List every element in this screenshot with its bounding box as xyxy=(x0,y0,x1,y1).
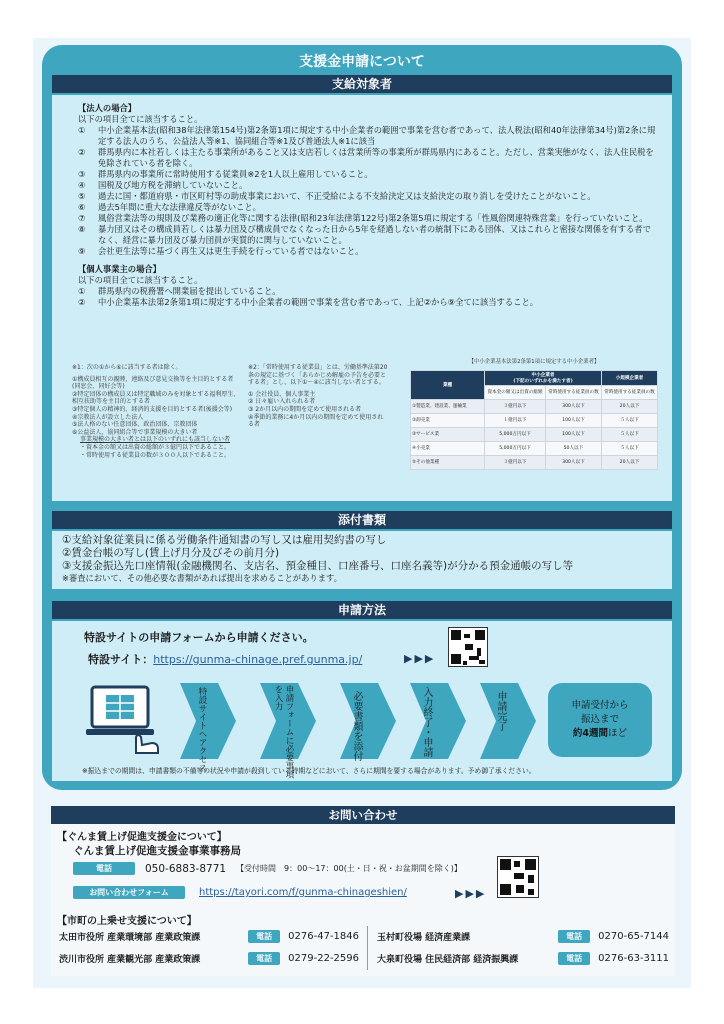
form-row xyxy=(73,886,407,899)
site-line: 特設サイト：https://gunma-chinage.pref.gunma.jp/ xyxy=(88,653,363,666)
th-small: 小規模企業者 xyxy=(601,370,657,385)
table-cell: ④小売業 xyxy=(411,441,485,455)
step-3-label: 必要書類を添付 xyxy=(351,691,362,761)
application-note: ※振込までの期間は、申請書類の不備等の状況や申請が殺到している時期などにおいて、さらに期間を要する場合があります。予め御了承ください。 xyxy=(82,767,536,775)
document-item: ②賃金台帳の写し(賃上げ月分及びその前月分) xyxy=(62,547,280,559)
municipal-phone[interactable]: 0270-65-7144 xyxy=(598,931,669,942)
note1-line: ⑤法人格のない任意団体、政治団体、宗教団体 xyxy=(72,421,198,429)
table-cell: ３億円以下 xyxy=(485,399,546,413)
note1-line: ※1：次の①から⑥に該当する者は除く。 xyxy=(72,364,182,371)
note-regular-employees xyxy=(248,364,388,429)
phone-tag: 電話 xyxy=(73,862,135,875)
turnaround-badge: 申請受付から 振込まで 約4週間ほど xyxy=(548,683,652,757)
table-cell: 5,000万円以下 xyxy=(485,441,546,455)
eligibility-panel xyxy=(52,95,672,501)
phone-tag: 電話 xyxy=(248,952,280,965)
office-name: ぐんま賃上げ促進支援金事業事務局 xyxy=(73,845,241,857)
note1-line: ⑥公益法人、協同組合等で事業規模の大きい者 xyxy=(72,428,198,436)
municipal-contact xyxy=(377,930,669,943)
corp-requirement-item: ⑦ 風俗営業法等の規則及び業務の適正化等に関する法律(昭和23年法律第122号)第2条第5項に規定する「性風俗関連特殊営業」を行っていないこと。 xyxy=(78,213,648,223)
table-cell: 300人以下 xyxy=(545,399,601,413)
document-item: ①支給対象従業員に係る労働条件通知書の写し又は雇用契約書の写し xyxy=(62,534,387,546)
note1-line: ④宗教法人が設立した法人 xyxy=(72,413,144,421)
document-item: ③支援金振込先口座情報(金融機関名、支店名、預金種目、口座番号、口座名義等)が分かる預金通帳の写し等 xyxy=(62,560,574,572)
municipal-phone[interactable]: 0276-63-3111 xyxy=(598,953,669,964)
contact-header: お問い合わせ xyxy=(51,806,675,824)
table-cell: ５人以下 xyxy=(601,441,657,455)
documents-note: ※審査において、その他必要な書類があれば提出を求めることがあります。 xyxy=(62,573,342,583)
note2-line: ③ 2か月以内の期間を定めて使用される者 xyxy=(248,405,362,413)
corp-heading: 【法人の場合】 xyxy=(78,103,137,113)
note2-line: ② 日々雇い入れられる者 xyxy=(248,398,316,406)
step-2-label: 申請フォームに必要事項を入力 xyxy=(273,685,294,779)
corp-requirement-item: ⑨ 会社更生法等に基づく再生又は更生手続を行っている者ではないこと。 xyxy=(78,246,364,256)
step-4-label: 入力終了・申請 xyxy=(421,687,432,757)
note1-line: ・常時使用する従業員の数が３００人以下であること。 xyxy=(80,451,231,459)
phone-tag: 電話 xyxy=(558,930,590,943)
step-4-chevron xyxy=(408,681,468,761)
table-row xyxy=(411,399,658,413)
contact-sub2: 【市町の上乗せ支援について】 xyxy=(57,916,197,927)
application-lead: 特設サイトの申請フォームから申請ください。 xyxy=(84,631,314,644)
sme-table xyxy=(410,370,658,470)
step-5-chevron xyxy=(478,681,538,761)
note1-line: ②特定団体の構成員又は特定職域のみを対象とする福利厚生、相互扶助等を主目的とする者 xyxy=(72,390,240,406)
th-industry: 業種 xyxy=(411,370,485,399)
qr-code-site[interactable] xyxy=(448,627,488,667)
corp-requirement-item: ② 群馬県内に本社若しくは主たる事業所があること又は支店若しくは営業所等の事業所が群馬県内にあること。ただし、営業実態がなく、法人住民税を免除されている者を除く。 xyxy=(78,147,654,168)
contact-sub1: 【ぐんま賃上げ促進支援金について】 xyxy=(57,832,227,843)
divider xyxy=(367,926,368,970)
note1-line: ①構成員相互の親睦、連絡及び意見交換等を主目的とする者(同窓会、同好会等) xyxy=(72,375,234,391)
step-1-chevron xyxy=(178,681,238,761)
municipal-name: 太田市役所 産業環境部 産業政策課 xyxy=(59,933,201,943)
sole-requirements-list xyxy=(78,286,656,308)
table-cell: 20人以下 xyxy=(601,455,657,469)
step-5-label: 申請完了 xyxy=(495,691,506,731)
page-title: 支援金申請について xyxy=(299,54,425,70)
municipal-name: 渋川市役所 産業観光部 産業政策課 xyxy=(59,955,201,965)
step-1-label: 特設サイトへアクセス xyxy=(197,687,207,772)
corp-requirement-item: ④ 国税及び地方税を滞納していないこと。 xyxy=(78,180,248,190)
municipal-contact xyxy=(59,952,359,965)
contact-section xyxy=(51,806,675,976)
documents-panel xyxy=(52,531,672,589)
table-cell: 50人以下 xyxy=(545,441,601,455)
note-excluded-entities xyxy=(72,364,240,459)
step-3-chevron xyxy=(338,681,398,761)
table-cell: ③サービス業 xyxy=(411,427,485,441)
sole-requirement-item: ① 群馬県内の税務署へ開業届を提出していること。 xyxy=(78,286,281,296)
office-hours: 【受付時間 9：00～17：00(土・日・祝・お盆期間を除く)】 xyxy=(236,864,462,873)
site-link[interactable]: https://gunma-chinage.pref.gunma.jp/ xyxy=(153,653,363,666)
table-cell: 5,000万円以下 xyxy=(485,427,546,441)
phone-tag: 電話 xyxy=(558,952,590,965)
table-cell: ３億円以下 xyxy=(485,455,546,469)
corp-requirements-list xyxy=(78,125,656,257)
th-sme: 中小企業者 (下記のいずれかを満たす者) xyxy=(485,370,602,385)
municipal-contact xyxy=(377,952,669,965)
table-cell: ①製造業、建設業、運輸業 xyxy=(411,399,485,413)
corp-requirement-item: ⑧ 暴力団又はその構成員若しくは暴力団及び構成員でなくなった日から5年を経過しない者の統制下にある団体、又はこれらと密接な関係を有する者でなく、経営に暴力団及び暴力団員が実質的に関与していないこと。 xyxy=(78,224,651,245)
sme-table-caption: 【中小企業基本法第2条第1項に規定する中小企業者】 xyxy=(468,359,600,365)
corp-requirement-item: ③ 群馬県内の事業所に常時使用する従業員※2を1人以上雇用していること。 xyxy=(78,169,373,179)
table-row xyxy=(411,441,658,455)
sme-table-block xyxy=(410,359,658,470)
table-cell: 100人以下 xyxy=(545,413,601,427)
arrow-icon: ▶▶▶ xyxy=(455,887,487,900)
note1-line: 事業規模の大きい者とは以下のいずれにも該当しない者 xyxy=(80,436,231,444)
office-phone[interactable]: 050-6883-8771 xyxy=(145,862,227,875)
eligibility-header: 支給対象者 xyxy=(52,75,672,93)
municipal-phone[interactable]: 0276-47-1846 xyxy=(288,931,359,942)
table-cell: ⑤その他業種 xyxy=(411,455,485,469)
municipal-contact xyxy=(59,930,359,943)
note2-line: ① 会社役員、個人事業主 xyxy=(248,390,316,398)
sole-intro: 以下の項目全てに該当すること。 xyxy=(78,275,203,285)
application-info-card xyxy=(42,45,682,790)
table-cell: ②卸売業 xyxy=(411,413,485,427)
municipal-name: 玉村町役場 経済産業課 xyxy=(377,933,471,943)
th-capital: 資本金の額又は出資の総額 xyxy=(485,385,546,399)
note2-line: ④季節的業務に4か月以内の期間を定めて使用される者 xyxy=(248,413,384,429)
table-row xyxy=(411,455,658,469)
note1-line: ③特定個人の精神的、経済的支援を目的とする者(後援会等) xyxy=(72,405,233,413)
corp-requirement-item: ⑥ 過去5年間に重大な法律違反等がないこと。 xyxy=(78,202,261,212)
table-row xyxy=(411,427,658,441)
th-small-employees: 常時使用する従業員の数 xyxy=(601,385,657,399)
sole-requirement-item: ② 中小企業基本法第2条第1項に規定する中小企業者の範囲で事業を営む者であって、上記②から⑨全てに該当すること。 xyxy=(78,297,539,307)
corp-intro: 以下の項目全てに該当すること。 xyxy=(78,114,203,124)
table-cell: １億円以下 xyxy=(485,413,546,427)
table-cell: 20人以下 xyxy=(601,399,657,413)
office-phone-row xyxy=(73,862,462,875)
table-cell: 100人以下 xyxy=(545,427,601,441)
table-cell: 300人以下 xyxy=(545,455,601,469)
municipal-name: 大泉町役場 住民経済部 経済振興課 xyxy=(377,955,519,965)
table-row xyxy=(411,413,658,427)
note1-line: ・資本金の額又は出資の総額が３億円以下であること。 xyxy=(80,443,231,451)
table-cell: ５人以下 xyxy=(601,427,657,441)
municipal-phone[interactable]: 0279-22-2596 xyxy=(288,953,359,964)
sole-heading: 【個人事業主の場合】 xyxy=(78,264,161,274)
application-header: 申請方法 xyxy=(52,601,672,619)
laptop-hand-icon xyxy=(86,683,166,755)
note2-line: ※2：「常時使用する従業員」とは、労働基準法第20条の規定に基づく「あらかじめ解雇の予告を必要とする者」とし、以下①〜④に該当しない者とする。 xyxy=(248,364,388,387)
form-link[interactable]: https://tayori.com/f/gunma-chinageshien/ xyxy=(199,887,407,898)
phone-tag: 電話 xyxy=(248,930,280,943)
application-panel xyxy=(52,621,672,781)
form-tag: お問い合わせフォーム xyxy=(73,886,185,899)
qr-code-form[interactable] xyxy=(497,856,539,898)
corp-requirement-item: ⑤ 過去に国・都道府県・市区町村等の助成事業において、不正受給による不支給決定又は支給決定の取り消しを受けたことがないこと。 xyxy=(78,191,596,201)
arrow-icon: ▶▶▶ xyxy=(404,652,436,665)
documents-header: 添付書類 xyxy=(52,511,672,529)
corp-requirement-item: ① 中小企業基本法(昭和38年法律第154号)第2条第1項に規定する中小企業者の範囲で事業を営む者であって、法人税法(昭和40年法律第34号)第2条に規定する法人のうち、公益法人等※1、協同組合等※1及び普通法人※1に該当 xyxy=(78,125,656,146)
th-employees: 常時使用する従業員の数 xyxy=(545,385,601,399)
table-cell: ５人以下 xyxy=(601,413,657,427)
